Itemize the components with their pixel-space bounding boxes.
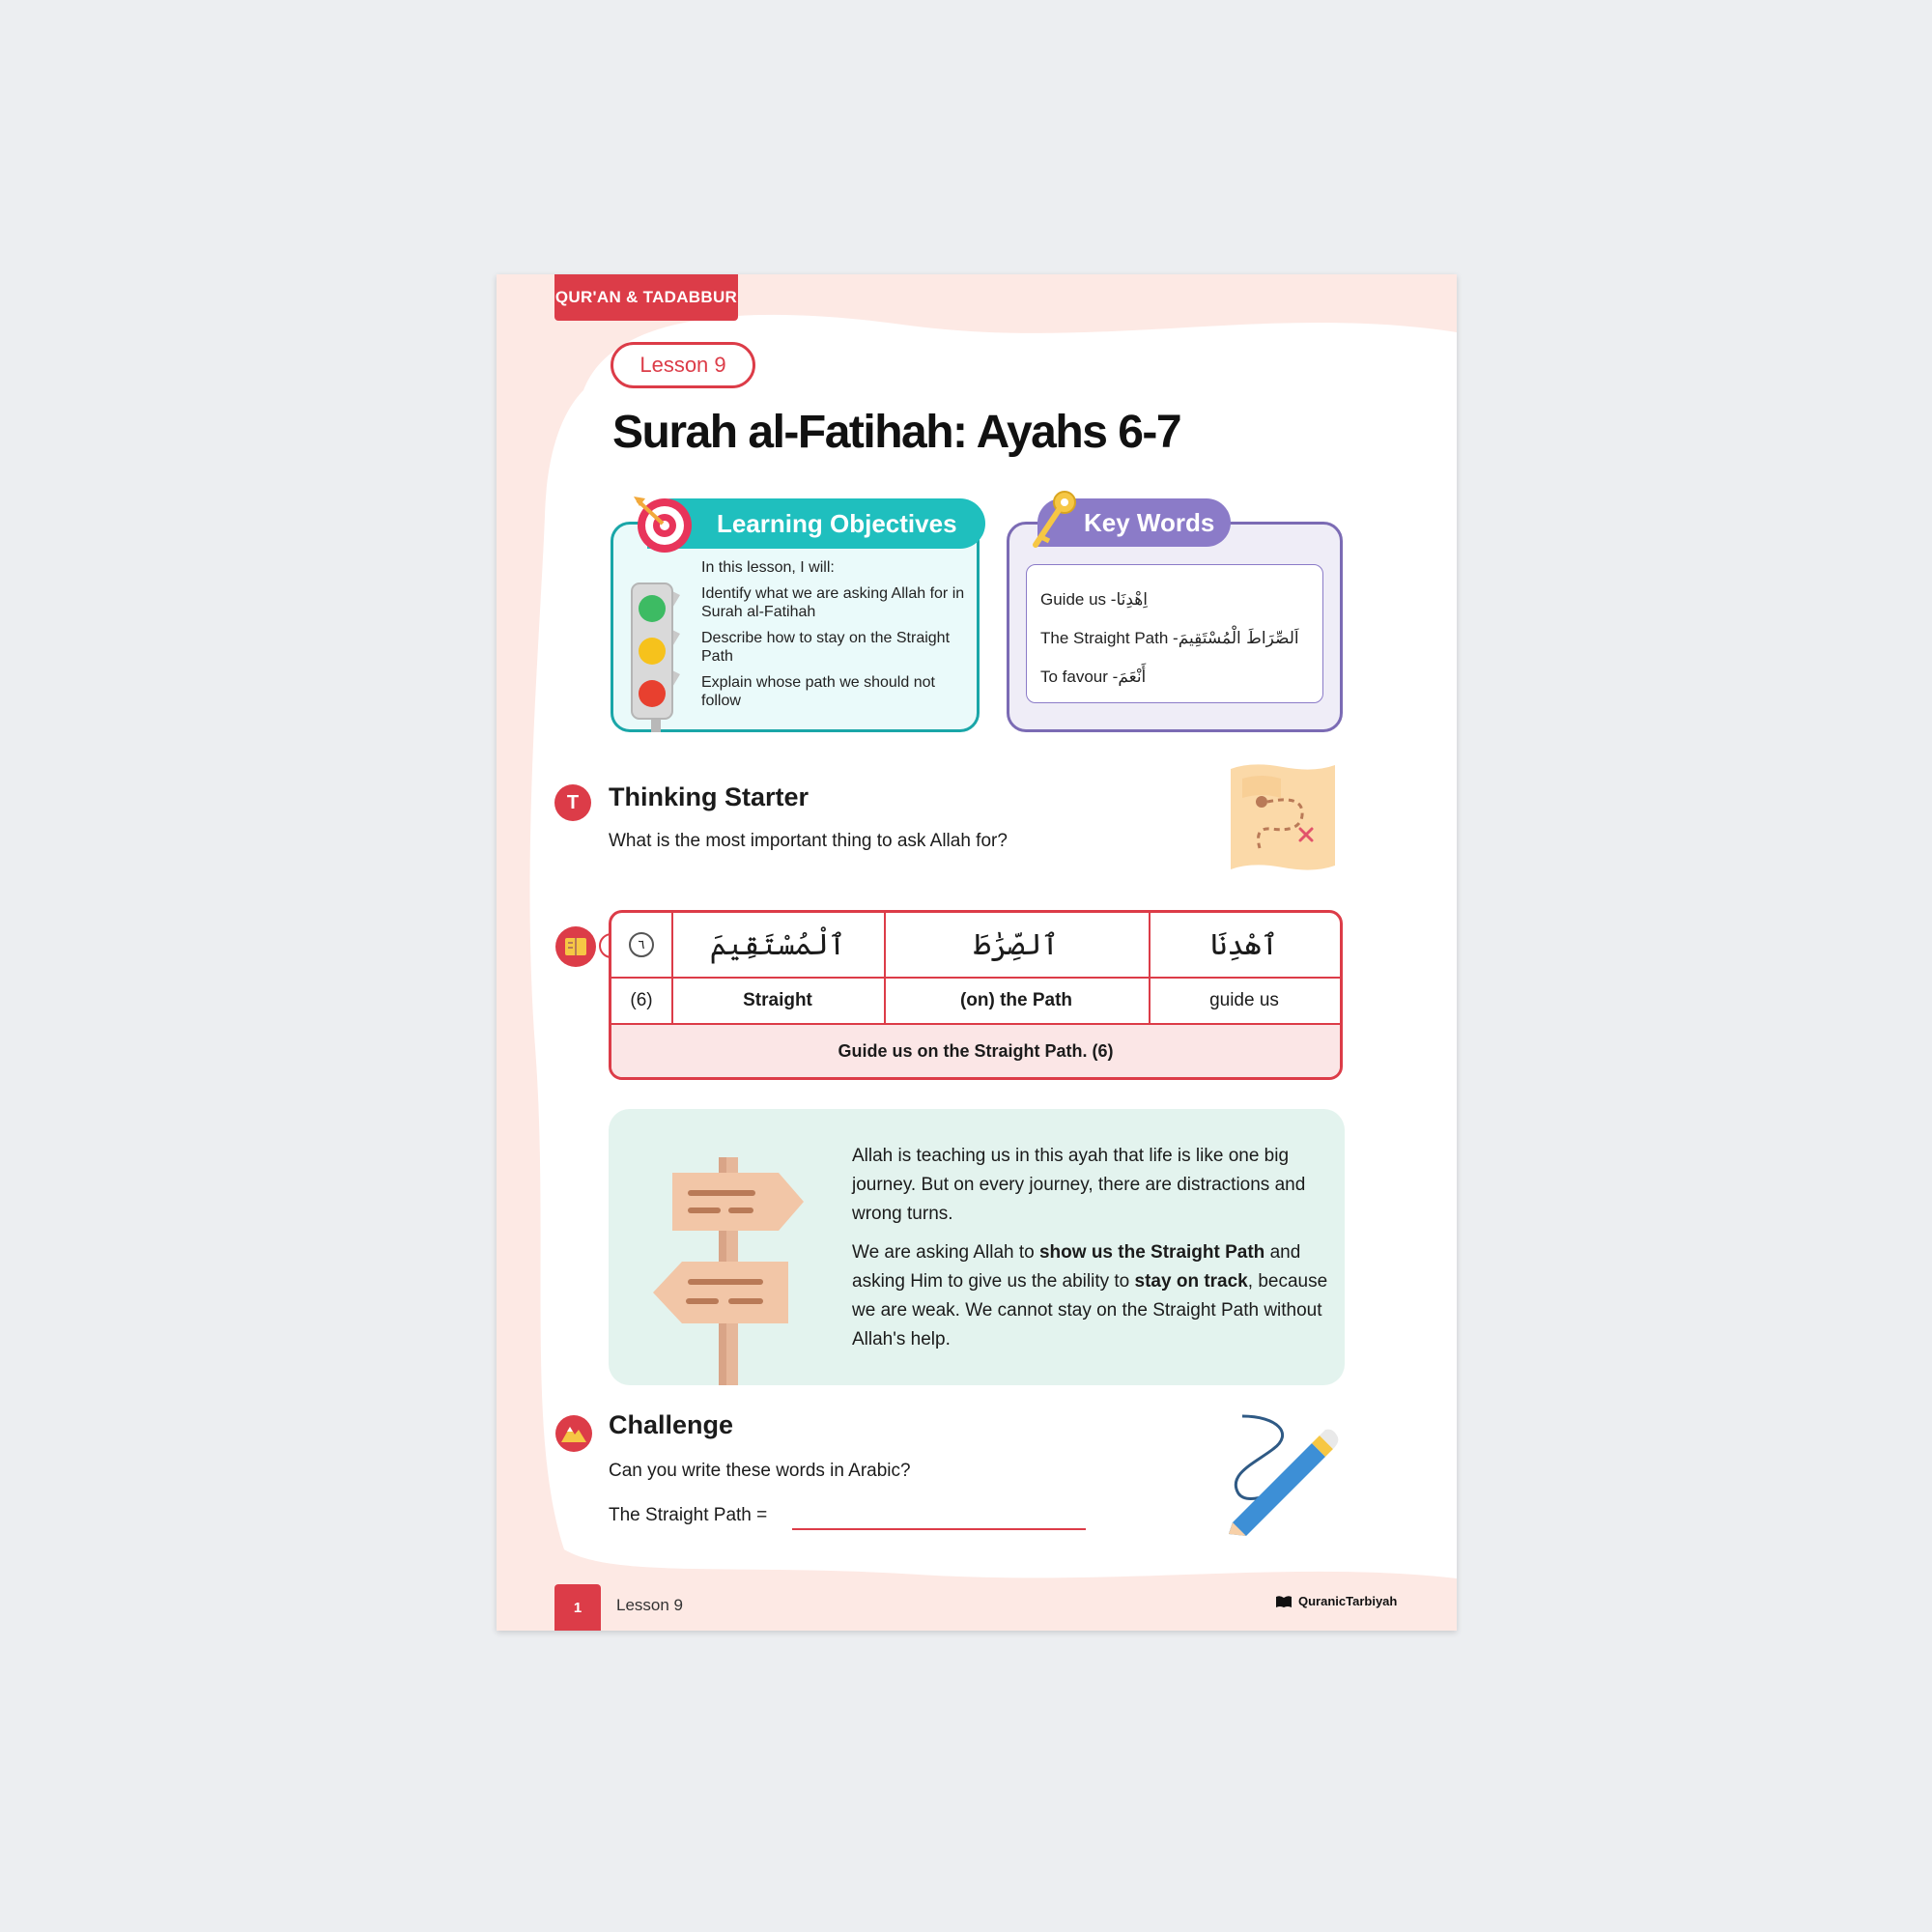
key-word-english: Guide us -: [1040, 590, 1117, 609]
key-word-arabic: اِهْدِنَا: [1116, 590, 1148, 610]
english-word-cell: Straight: [743, 990, 812, 1010]
pencil-icon: [1219, 1410, 1345, 1536]
target-icon: [632, 493, 694, 554]
explanation-text: [852, 1142, 1329, 1354]
objective-item: Explain whose path we should not follow: [701, 674, 935, 709]
subject-tag: QUR'AN & TADABBUR: [554, 274, 738, 321]
explanation-paragraph-1: Allah is teaching us in this ayah that life is like one big journey. But on every journey, there are distractions and wrong turns.: [852, 1146, 1306, 1224]
table-divider: [611, 977, 1340, 979]
answer-line[interactable]: [792, 1528, 1086, 1530]
brand: [1275, 1594, 1397, 1608]
key-icon: [1026, 489, 1080, 551]
key-word-row: [1040, 658, 1309, 696]
ayah-number-cell: (6): [630, 990, 653, 1010]
emphasis-stay-on-track: stay on track: [1134, 1271, 1248, 1292]
key-word-row: [1040, 581, 1309, 619]
arabic-word-cell: ٱلصِّرَٰطَ: [974, 928, 1059, 961]
page-title: Surah al-Fatihah: Ayahs 6-7: [612, 407, 1181, 458]
challenge-prompt: The Straight Path =: [609, 1505, 768, 1525]
mountain-badge-icon: [554, 1414, 593, 1453]
key-words-title: Key Words: [1037, 498, 1231, 547]
verse-translation: Guide us on the Straight Path. (6): [611, 1025, 1340, 1077]
key-words-list: [1026, 564, 1323, 703]
challenge-title: Challenge: [609, 1410, 734, 1439]
lesson-pill: Lesson 9: [611, 342, 755, 388]
objective-item: Identify what we are asking Allah for in Surah al-Fatihah: [701, 585, 965, 620]
english-word-cell: (on) the Path: [959, 990, 1073, 1010]
page-number: 1: [554, 1584, 601, 1631]
key-word-row: [1040, 619, 1309, 658]
learning-objectives-title: Learning Objectives: [647, 498, 985, 549]
worksheet-page: [497, 274, 1457, 1631]
thinking-starter-badge: T: [554, 784, 591, 821]
key-word-english: To favour -: [1040, 668, 1119, 686]
table-divider: [671, 913, 673, 1025]
challenge-question: Can you write these words in Arabic?: [609, 1461, 911, 1481]
signpost-icon: [634, 1144, 827, 1385]
treasure-map-icon: [1223, 759, 1343, 875]
footer-lesson: Lesson 9: [616, 1596, 683, 1614]
objectives-intro: In this lesson, I will:: [701, 559, 835, 576]
key-word-english: The Straight Path -: [1040, 629, 1179, 647]
brand-book-icon: [1275, 1595, 1293, 1608]
key-word-arabic: أَنْعَمَ: [1118, 668, 1147, 687]
arabic-word-cell: ٱلْمُسْتَقِيمَ: [709, 928, 846, 961]
learning-objectives-list: [701, 558, 972, 710]
table-divider: [1149, 913, 1151, 1025]
traffic-light-icon: [626, 582, 688, 732]
ayah-marker-cell: [611, 913, 671, 977]
table-divider: [884, 913, 886, 1025]
ayah-number-marker: ٦: [629, 932, 654, 957]
explanation-paragraph-2: We are asking Allah to show us the Straight Path and asking Him to give us the ability to stay on track, because we are weak. We cannot stay on the Straight Path without Allah's help.: [852, 1242, 1328, 1350]
thinking-starter-question: What is the most important thing to ask Allah for?: [609, 831, 1008, 851]
verse-word-table: [609, 910, 1343, 1080]
emphasis-straight-path: show us the Straight Path: [1038, 1242, 1265, 1263]
brand-name: QuranicTarbiyah: [1298, 1594, 1398, 1608]
objective-item: Describe how to stay on the Straight Path: [701, 630, 951, 665]
key-word-arabic: اَلصِّرَاطَ الْمُسْتَقِيمَ: [1178, 629, 1299, 648]
english-word-cell: guide us: [1209, 990, 1279, 1010]
quran-book-icon: [554, 925, 597, 968]
arabic-word-cell: ٱهْدِنَا: [1209, 928, 1279, 961]
thinking-starter-title: Thinking Starter: [609, 782, 810, 811]
